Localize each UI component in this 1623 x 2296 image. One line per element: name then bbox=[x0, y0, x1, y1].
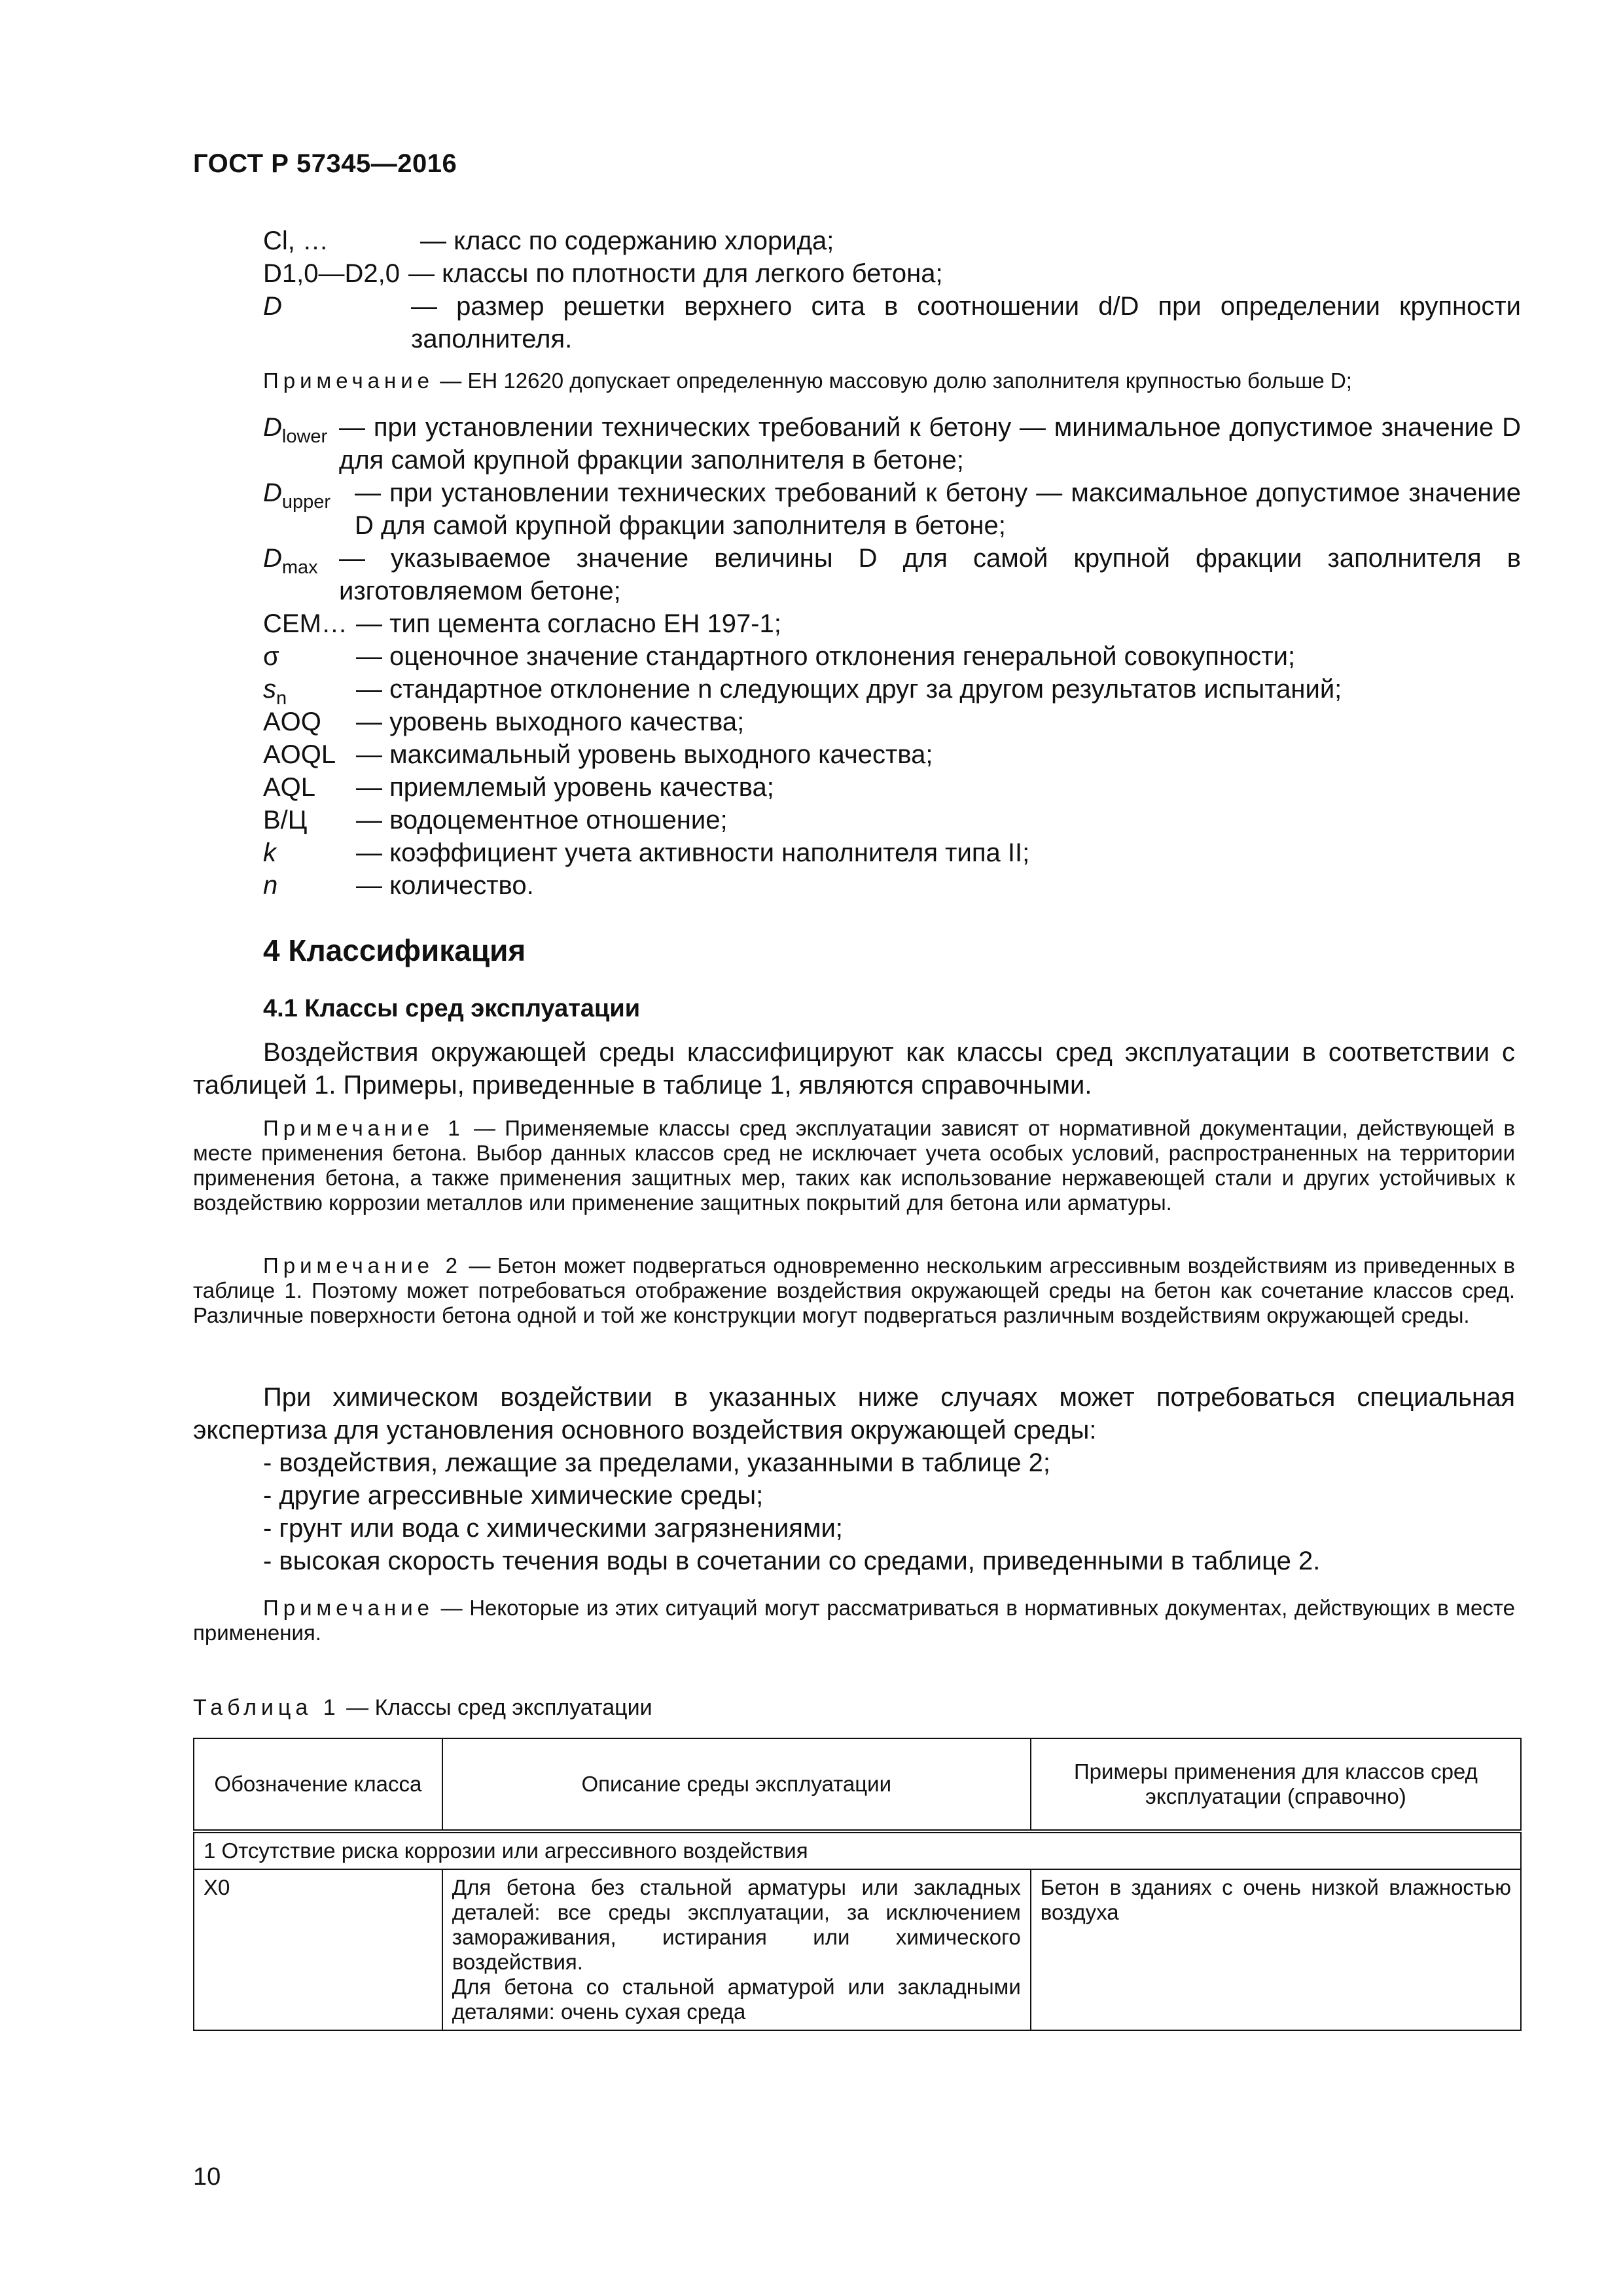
symbol-term: D bbox=[263, 292, 282, 321]
table-caption-label: Таблица 1 bbox=[193, 1695, 340, 1720]
symbol-row-dupper bbox=[263, 476, 1520, 542]
symbol-description: — стандартное отклонение n следующих друг за другом результатов испытаний; bbox=[356, 675, 1342, 704]
note-text: — Бетон может подвергаться одновременно нескольким агрессивным воздействиям из приведенных в таблице 1. Поэтому может потребоваться отображение воздействия окружающей среды на бетон как сочетание классов сред. Различные поверхности бетона одной и той же конструкции могут подвергаться различным воздействиям окружающей среды. bbox=[193, 1253, 1515, 1327]
symbol-term bbox=[263, 411, 328, 447]
symbol-term: Cl, … bbox=[263, 226, 329, 255]
symbol-row-sn bbox=[263, 673, 1520, 709]
symbol-row-aoq bbox=[263, 706, 1520, 738]
symbol-row-cl bbox=[263, 224, 1520, 257]
symbol-base: D bbox=[263, 544, 282, 573]
note-label: Примечание bbox=[263, 368, 435, 393]
symbol-term bbox=[263, 542, 318, 578]
list-item: - другие агрессивные химические среды; bbox=[263, 1481, 764, 1510]
symbol-sub: max bbox=[281, 557, 318, 578]
symbol-base: s bbox=[263, 675, 276, 704]
symbol-description: — уровень выходного качества; bbox=[356, 708, 745, 736]
symbol-description: — классы по плотности для легкого бетона; bbox=[408, 259, 943, 288]
symbol-description: — тип цемента согласно ЕН 197-1; bbox=[356, 609, 781, 638]
table-caption bbox=[193, 1695, 652, 1721]
note-text: — Некоторые из этих ситуаций могут рассматриваться в нормативных документах, действующих в месте применения. bbox=[193, 1596, 1516, 1645]
symbol-term: AOQ bbox=[263, 708, 321, 736]
symbol-term bbox=[263, 673, 287, 709]
symbol-sub: lower bbox=[281, 426, 328, 447]
note-3 bbox=[193, 1596, 1515, 1645]
document-header: ГОСТ Р 57345—2016 bbox=[193, 149, 457, 178]
symbol-description: — при установлении технических требований к бетону — минимальное допустимое значение D для самой крупной фракции заполнителя в бетоне; bbox=[339, 413, 1521, 475]
header-cell-examples: Примеры применения для классов сред эксплуатации (справочно) bbox=[1031, 1738, 1521, 1831]
table-caption-text: — Классы сред эксплуатации bbox=[346, 1695, 652, 1720]
note-d bbox=[263, 368, 1520, 393]
symbol-term: k bbox=[263, 838, 276, 867]
symbol-description: — коэффициент учета активности наполнителя типа II; bbox=[356, 838, 1030, 867]
symbol-description: — количество. bbox=[356, 871, 534, 900]
symbol-description: — при установлении технических требований к бетону — максимальное допустимое значение D для самой крупной фракции заполнителя в бетоне; bbox=[355, 478, 1521, 540]
note-1 bbox=[193, 1116, 1515, 1215]
paragraph-chemical: При химическом воздействии в указанных ниже случаях может потребоваться специальная экспертиза для установления основного воздействия окружающей среды: bbox=[193, 1383, 1515, 1444]
symbol-description: — указываемое значение величины D для самой крупной фракции заполнителя в изготовляемом бетоне; bbox=[339, 544, 1521, 605]
symbol-term: AQL bbox=[263, 773, 316, 802]
symbol-term: В/Ц bbox=[263, 806, 308, 834]
table-group-row bbox=[194, 1831, 1521, 1869]
symbol-term: σ bbox=[263, 642, 279, 671]
list-item: - высокая скорость течения воды в сочетании со средами, приведенными в таблице 2. bbox=[263, 1547, 1321, 1575]
note-label: Примечание 2 bbox=[263, 1253, 462, 1278]
symbol-sub: upper bbox=[281, 492, 331, 512]
symbol-term: AOQL bbox=[263, 740, 336, 769]
table-row bbox=[194, 1869, 1521, 2030]
symbol-base: D bbox=[263, 478, 282, 507]
cell-description-text: Для бетона без стальной арматуры или закладных деталей: все среды эксплуатации, за исключением замораживания, истирания или химического воздействия. bbox=[452, 1875, 1021, 1974]
symbol-row-d bbox=[263, 290, 1520, 355]
symbol-row-density bbox=[263, 257, 1520, 290]
symbol-base: D bbox=[263, 413, 282, 442]
symbol-description: — приемлемый уровень качества; bbox=[356, 773, 774, 802]
table-header-row bbox=[194, 1738, 1521, 1831]
symbol-term: CEM… bbox=[263, 609, 348, 638]
note-2 bbox=[193, 1253, 1515, 1328]
symbol-row-k bbox=[263, 836, 1520, 869]
symbol-row-aql bbox=[263, 771, 1520, 804]
note-text: — ЕН 12620 допускает определенную массовую долю заполнителя крупностью больше D; bbox=[440, 368, 1352, 393]
header-cell-description: Описание среды эксплуатации bbox=[442, 1738, 1031, 1831]
symbol-row-cem bbox=[263, 607, 1520, 640]
symbol-term: n bbox=[263, 871, 278, 900]
symbol-description: — оценочное значение стандартного отклонения генеральной совокупности; bbox=[356, 642, 1296, 671]
symbol-row-aoql bbox=[263, 738, 1520, 771]
list-item: - грунт или вода с химическими загрязнениями; bbox=[263, 1514, 843, 1543]
symbol-term bbox=[263, 476, 331, 512]
subsection-title: 4.1 Классы сред эксплуатации bbox=[263, 995, 641, 1022]
symbol-row-dmax bbox=[263, 542, 1520, 607]
cell-description-text-2: Для бетона со стальной арматурой или закладными деталями: очень сухая среда bbox=[452, 1975, 1021, 2024]
group-cell: 1 Отсутствие риска коррозии или агрессивного воздействия bbox=[194, 1831, 1521, 1869]
symbol-row-dlower bbox=[263, 411, 1520, 476]
symbol-row-sigma bbox=[263, 640, 1520, 673]
symbol-row-wc bbox=[263, 804, 1520, 836]
note-text: — Применяемые классы сред эксплуатации зависят от нормативной документации, действующей в месте применения бетона. Выбор данных классов сред не исключает учета особых условий, распространенных на территории применения бетона, а также применения защитных мер, таких как использование нержавеющей стали и других устойчивых к воздействию коррозии металлов или применение защитных покрытий для бетона или арматуры. bbox=[193, 1116, 1516, 1215]
symbol-description: — максимальный уровень выходного качества; bbox=[356, 740, 933, 769]
symbol-row-n bbox=[263, 869, 1520, 902]
page-number: 10 bbox=[193, 2163, 221, 2191]
header-cell-class: Обозначение класса bbox=[194, 1738, 442, 1831]
symbol-description: — водоцементное отношение; bbox=[356, 806, 728, 834]
symbol-sub: n bbox=[276, 688, 287, 709]
note-label: Примечание 1 bbox=[263, 1116, 465, 1140]
classes-table bbox=[193, 1738, 1522, 2031]
symbol-term: D1,0—D2,0 bbox=[263, 259, 400, 288]
symbol-description: — класс по содержанию хлорида; bbox=[420, 226, 834, 255]
section-title: 4 Классификация bbox=[263, 933, 526, 967]
list-item: - воздействия, лежащие за пределами, указанными в таблице 2; bbox=[263, 1448, 1050, 1477]
cell-class: X0 bbox=[194, 1869, 442, 2030]
cell-description bbox=[442, 1869, 1031, 2030]
note-label: Примечание bbox=[263, 1596, 435, 1620]
symbol-description: — размер решетки верхнего сита в соотношении d/D при определении крупности заполнителя. bbox=[411, 292, 1521, 353]
paragraph-classes: Воздействия окружающей среды классифицируют как классы сред эксплуатации в соответствии с таблицей 1. Примеры, приведенные в таблице 1, являются справочными. bbox=[193, 1038, 1515, 1100]
cell-example: Бетон в зданиях с очень низкой влажностью воздуха bbox=[1031, 1869, 1521, 2030]
